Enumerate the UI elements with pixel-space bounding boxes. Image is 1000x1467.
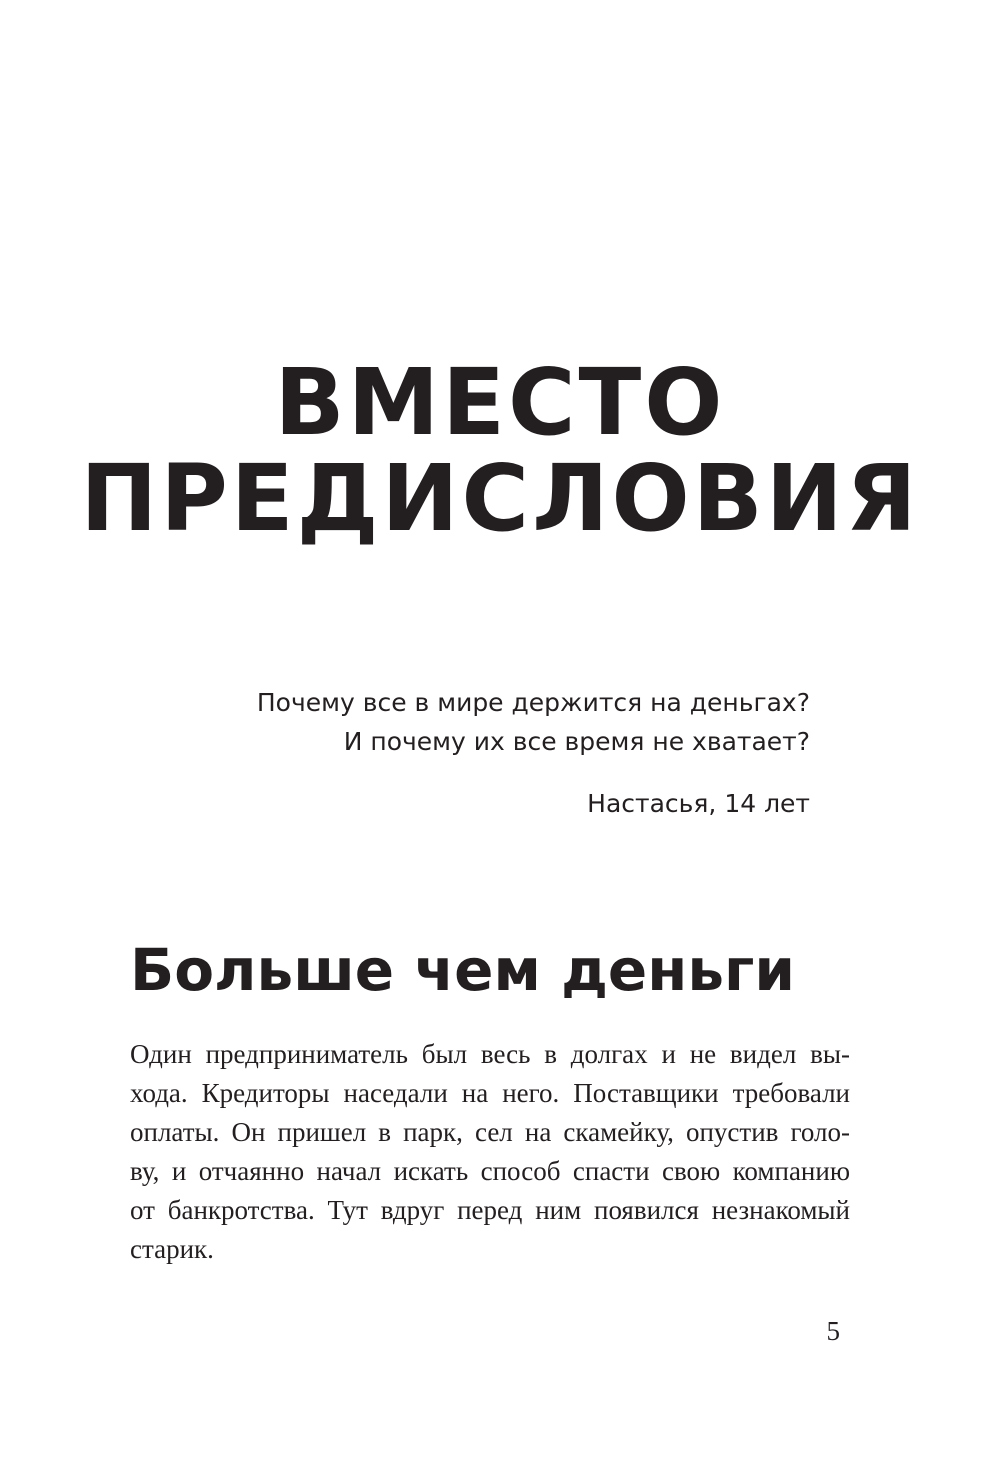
section-title: Больше чем деньги <box>130 936 795 1004</box>
body-line: Один предприниматель был весь в долгах и не видел вы- <box>130 1039 850 1069</box>
chapter-title <box>0 349 1000 552</box>
body-line: ву, и отчаянно начал искать способ спасти свою компанию <box>130 1156 850 1186</box>
epigraph-line-2: И почему их все время не хватает? <box>343 727 810 756</box>
body-line: оплаты. Он пришел в парк, сел на скамейку, опустив голо- <box>130 1117 850 1147</box>
epigraph-author: Настасья, 14 лет <box>587 789 810 818</box>
epigraph-line-1: Почему все в мире держится на деньгах? <box>256 688 810 717</box>
chapter-title-line-2: ПРЕДИСЛОВИЯ <box>80 445 920 552</box>
body-line: от банкротства. Тут вдруг перед ним появился незнакомый <box>130 1195 850 1225</box>
body-line: старик. <box>130 1234 214 1264</box>
page-number: 5 <box>826 1316 840 1346</box>
body-paragraph <box>130 1035 850 1269</box>
chapter-title-line-1: ВМЕСТО <box>274 349 726 456</box>
epigraph <box>250 683 810 761</box>
body-line: хода. Кредиторы наседали на него. Поставщики требовали <box>130 1078 850 1108</box>
